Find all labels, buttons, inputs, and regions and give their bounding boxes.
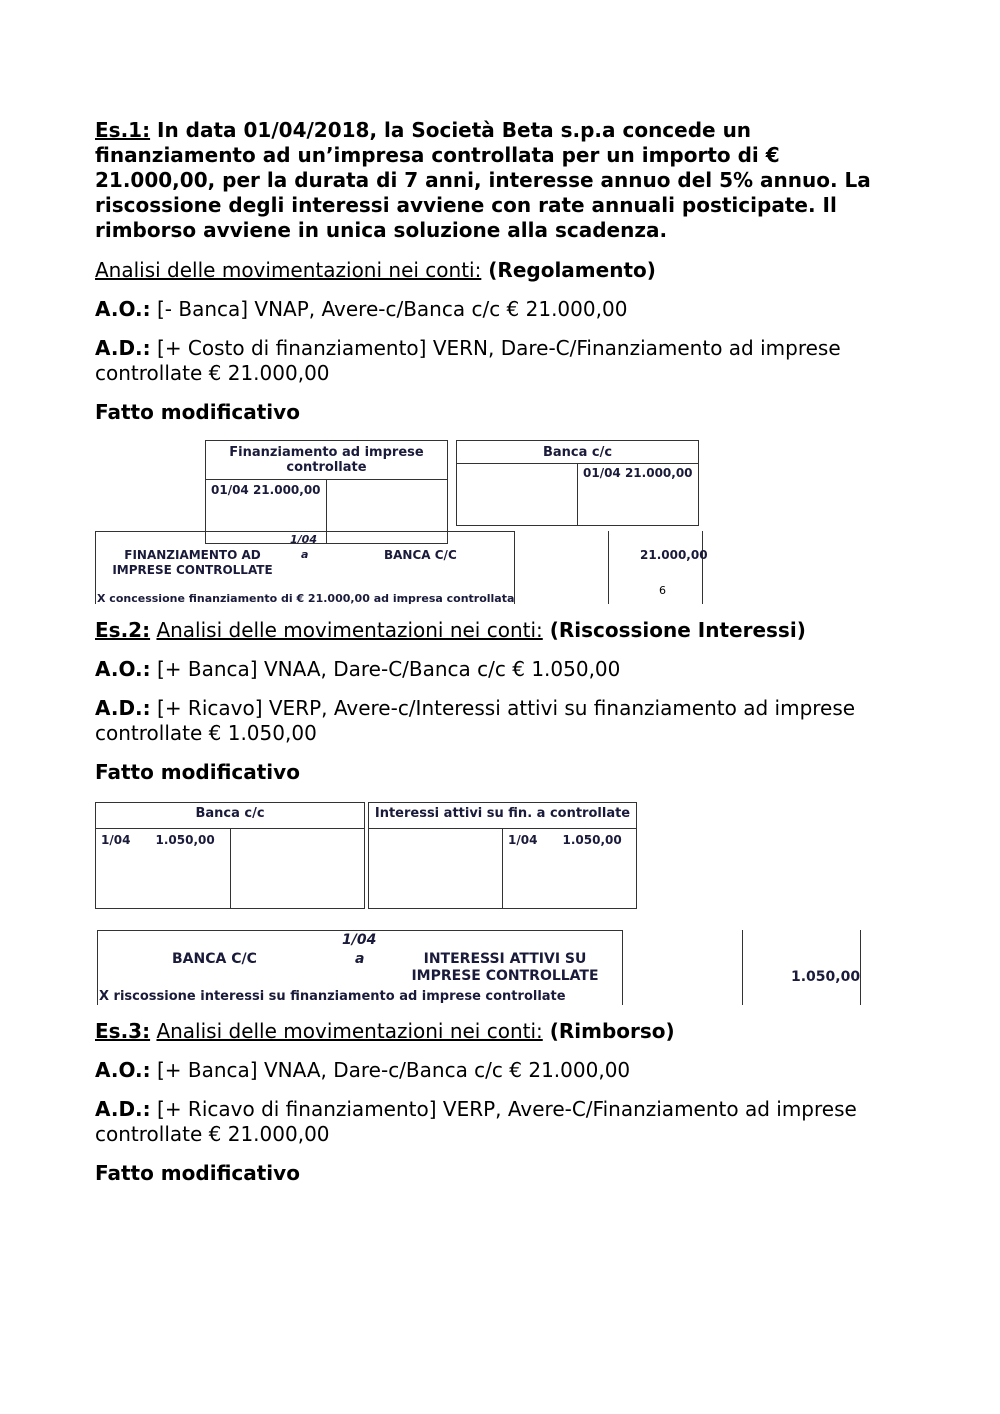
es2-t2-title: Interessi attivi su fin. a controllate [374,806,631,821]
es3-ao-text: [+ Banca] VNAA, Dare-c/Banca c/c € 21.000,00 [150,1058,631,1082]
es3-ad-text-1: [+ Ricavo di finanziamento] VERP, Avere-C/Finanziamento ad imprese [150,1097,857,1121]
es1-journal-debit-line-2: IMPRESE CONTROLLATE [112,563,273,577]
es2-journal-date: 1/04 [342,932,377,948]
es1-ao-text: [- Banca] VNAP, Avere-c/Banca c/c € 21.000,00 [150,297,628,321]
es2-t2-right-entry: 1/04 1.050,00 [508,833,622,847]
es1-ao-label: A.O.: [95,297,151,321]
es1-line-2: finanziamento ad un’impresa controllata per un importo di € [95,143,780,167]
es3-analysis-tag: (Rimborso) [542,1019,675,1043]
es2-journal-debit: BANCA C/C [172,951,257,967]
es2-ad [95,696,855,746]
es1-line-4: riscossione degli interessi avviene con rate annuali posticipate. Il [95,193,837,217]
es1-t1-title-line-2: controllate [286,460,367,475]
t-account-divider [577,463,578,526]
es2-journal-description: X riscossione interessi su finanziamento ad imprese controllate [99,989,566,1004]
es1-ad-text-2: controllate € 21.000,00 [95,361,330,385]
es1-t2-title: Banca c/c [542,445,613,460]
es1-line-5: rimborso avviene in unica soluzione alla scadenza. [95,218,668,242]
journal-column-line [702,531,703,604]
es3-ad-label: A.D.: [95,1097,151,1121]
es3-label: Es.3: [95,1019,151,1043]
es1-journal-amount: 21.000,00 [640,548,708,562]
es1-journal-a: a [301,548,309,561]
journal-column-line [742,930,743,1005]
es1-journal-date: 1/04 [290,533,317,546]
es2-ad-label: A.D.: [95,696,151,720]
es1-t1-left-entry: 01/04 21.000,00 [211,483,321,497]
es1-paragraph [95,118,871,243]
es2-t1-title: Banca c/c [195,806,265,821]
es2-ad-text-1: [+ Ricavo] VERP, Avere-c/Interessi attivi su finanziamento ad imprese [150,696,856,720]
es1-line-3: 21.000,00, per la durata di 7 anni, interesse annuo del 5% annuo. La [95,168,871,192]
es2-journal-credit [400,951,610,985]
es1-ao [95,297,627,322]
es2-analysis-tag: (Riscossione Interessi) [542,618,806,642]
es1-t2-right-entry: 01/04 21.000,00 [583,466,693,480]
es3-analysis [95,1019,675,1044]
journal-column-line [608,531,609,604]
es1-journal-debit-line-1: FINANZIAMENTO AD [124,548,261,562]
es1-journal-description: X concessione finanziamento di € 21.000,00 ad impresa controllata [97,592,515,605]
es1-analysis-tag: (Regolamento) [481,258,656,282]
es3-fatto: Fatto modificativo [95,1161,300,1185]
es2-ao [95,657,620,682]
es3-ao [95,1058,630,1083]
es1-journal-debit [105,548,280,578]
es2-t1-left-entry: 1/04 1.050,00 [101,833,215,847]
es1-ad-label: A.D.: [95,336,151,360]
t-account-divider [230,828,231,909]
es1-t1-title [205,445,448,475]
es1-label: Es.1: [95,118,151,142]
t-account-divider [502,828,503,909]
es1-t1-title-line-1: Finanziamento ad imprese [229,445,424,460]
es2-ao-text: [+ Banca] VNAA, Dare-C/Banca c/c € 1.050,00 [150,657,621,681]
es1-journal-credit: BANCA C/C [384,548,457,562]
es2-journal-credit-line-2: IMPRESE CONTROLLATE [411,968,599,984]
es2-analysis [95,618,806,643]
es2-label: Es.2: [95,618,151,642]
es1-ad-text-1: [+ Costo di finanziamento] VERN, Dare-C/Finanziamento ad imprese [150,336,841,360]
es2-ao-label: A.O.: [95,657,151,681]
es3-ad-text-2: controllate € 21.000,00 [95,1122,330,1146]
journal-column-line [860,930,861,1005]
es1-analysis-label: Analisi delle movimentazioni nei conti: [95,258,482,282]
es1-line-1: In data 01/04/2018, la Società Beta s.p.a concede un [150,118,752,142]
es2-analysis-label: Analisi delle movimentazioni nei conti: [156,618,543,642]
es2-ad-text-2: controllate € 1.050,00 [95,721,317,745]
es1-analysis [95,258,656,283]
es2-journal-credit-line-1: INTERESSI ATTIVI SU [423,951,587,967]
es3-ad [95,1097,857,1147]
es2-journal-a: a [355,951,365,967]
es3-ao-label: A.O.: [95,1058,151,1082]
es2-journal-amount: 1.050,00 [791,969,861,985]
es1-fatto: Fatto modificativo [95,400,300,424]
es1-ad [95,336,841,386]
es1-journal-page-number: 6 [659,584,666,597]
es3-analysis-label: Analisi delle movimentazioni nei conti: [156,1019,543,1043]
es2-fatto: Fatto modificativo [95,760,300,784]
